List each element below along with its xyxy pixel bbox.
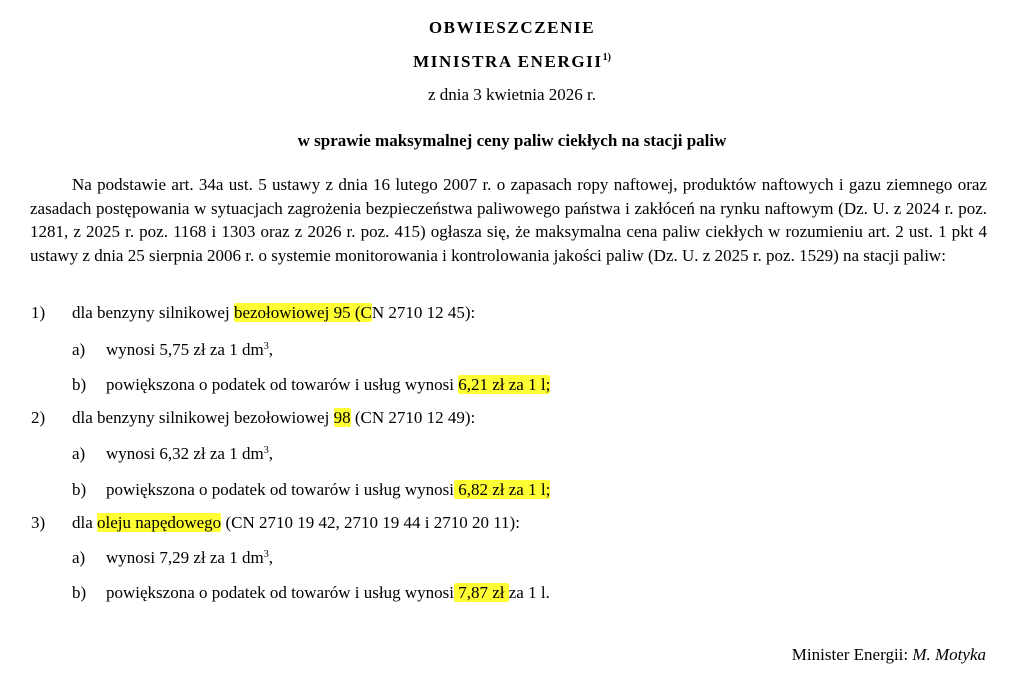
sub-item-text: powiększona o podatek od towarów i usług wynosi 7,87 zł za 1 l. — [106, 583, 550, 602]
sub-item-letter: b) — [72, 375, 87, 394]
sub-item-letter: b) — [72, 583, 87, 602]
highlight: bezołowiowej 95 (C — [233, 303, 372, 322]
item-number: 1) — [31, 303, 46, 322]
highlight: 98 — [333, 408, 351, 427]
sub-item-letter: a) — [72, 548, 86, 567]
highlight: 6,82 zł za 1 l; — [453, 480, 551, 499]
footnote-reference: 1) — [602, 52, 611, 63]
highlight: oleju napędowego — [97, 513, 222, 532]
issuer-title: MINISTRA ENERGII$^{1)}$ — [413, 52, 611, 71]
item-text: dla benzyny silnikowej bezołowiowej 98 (CN 2710 12 49): — [72, 408, 476, 427]
item-text: dla oleju napędowego (CN 2710 19 42, 2710 19 44 i 2710 20 11): — [72, 513, 520, 532]
signatory-name: M. Motyka — [912, 645, 986, 664]
highlight: 6,21 zł za 1 l; — [458, 375, 551, 394]
sub-item-text: wynosi 6,32 zł za 1 $dm^3$, — [106, 444, 273, 463]
sub-item-text: powiększona o podatek od towarów i usług wynosi 6,82 zł za 1 l; — [106, 480, 551, 499]
highlight: 7,87 zł — [453, 583, 509, 602]
item-number: 2) — [31, 408, 46, 427]
document-title: OBWIESZCZENIE — [428, 18, 596, 37]
preamble-paragraph: Na podstawie art. 34a ust. 5 ustawy z dnia 16 lutego 2007 r. o zapasach ropy naftowej, produktów naftowych i gazu ziemnego oraz zasadach postępowania w sytuacjach zagrożenia bezpieczeństwa paliwowego państwa i zakłóceń na rynku naftowym (Dz. U. z 2024 r. poz. 1281, z 2025 r. poz. 1168 i 1303 oraz z 2026 r. poz. 415) ogłasza się, że maksymalna cena paliw ciekłych w rozumieniu art. 2 ust. 1 pkt 4 ustawy z dnia 25 sierpnia 2006 r. o systemie monitorowania i kontrolowania jakości paliw (Dz. U. z 2025 r. poz. 1529) na stacji paliw: — [30, 175, 987, 265]
item-text: dla benzyny silnikowej bezołowiowej 95 (CN 2710 12 45): — [72, 303, 476, 322]
sub-item-text: wynosi 5,75 zł za 1 $dm^3$, — [106, 340, 273, 359]
sub-item-letter: b) — [72, 480, 87, 499]
document-date: z dnia 3 kwietnia 2026 r. — [427, 85, 597, 104]
sub-item-letter: a) — [72, 444, 86, 463]
document-subject: w sprawie maksymalnej ceny paliw ciekłych na stacji paliw — [297, 131, 727, 150]
signature-line: Minister Energii: M. Motyka — [791, 645, 986, 664]
sub-item-text: wynosi 7,29 zł za 1 $dm^3$, — [106, 548, 273, 567]
sub-item-letter: a) — [72, 340, 86, 359]
item-number: 3) — [31, 513, 46, 532]
sub-item-text: powiększona o podatek od towarów i usług wynosi 6,21 zł za 1 l; — [106, 375, 551, 394]
